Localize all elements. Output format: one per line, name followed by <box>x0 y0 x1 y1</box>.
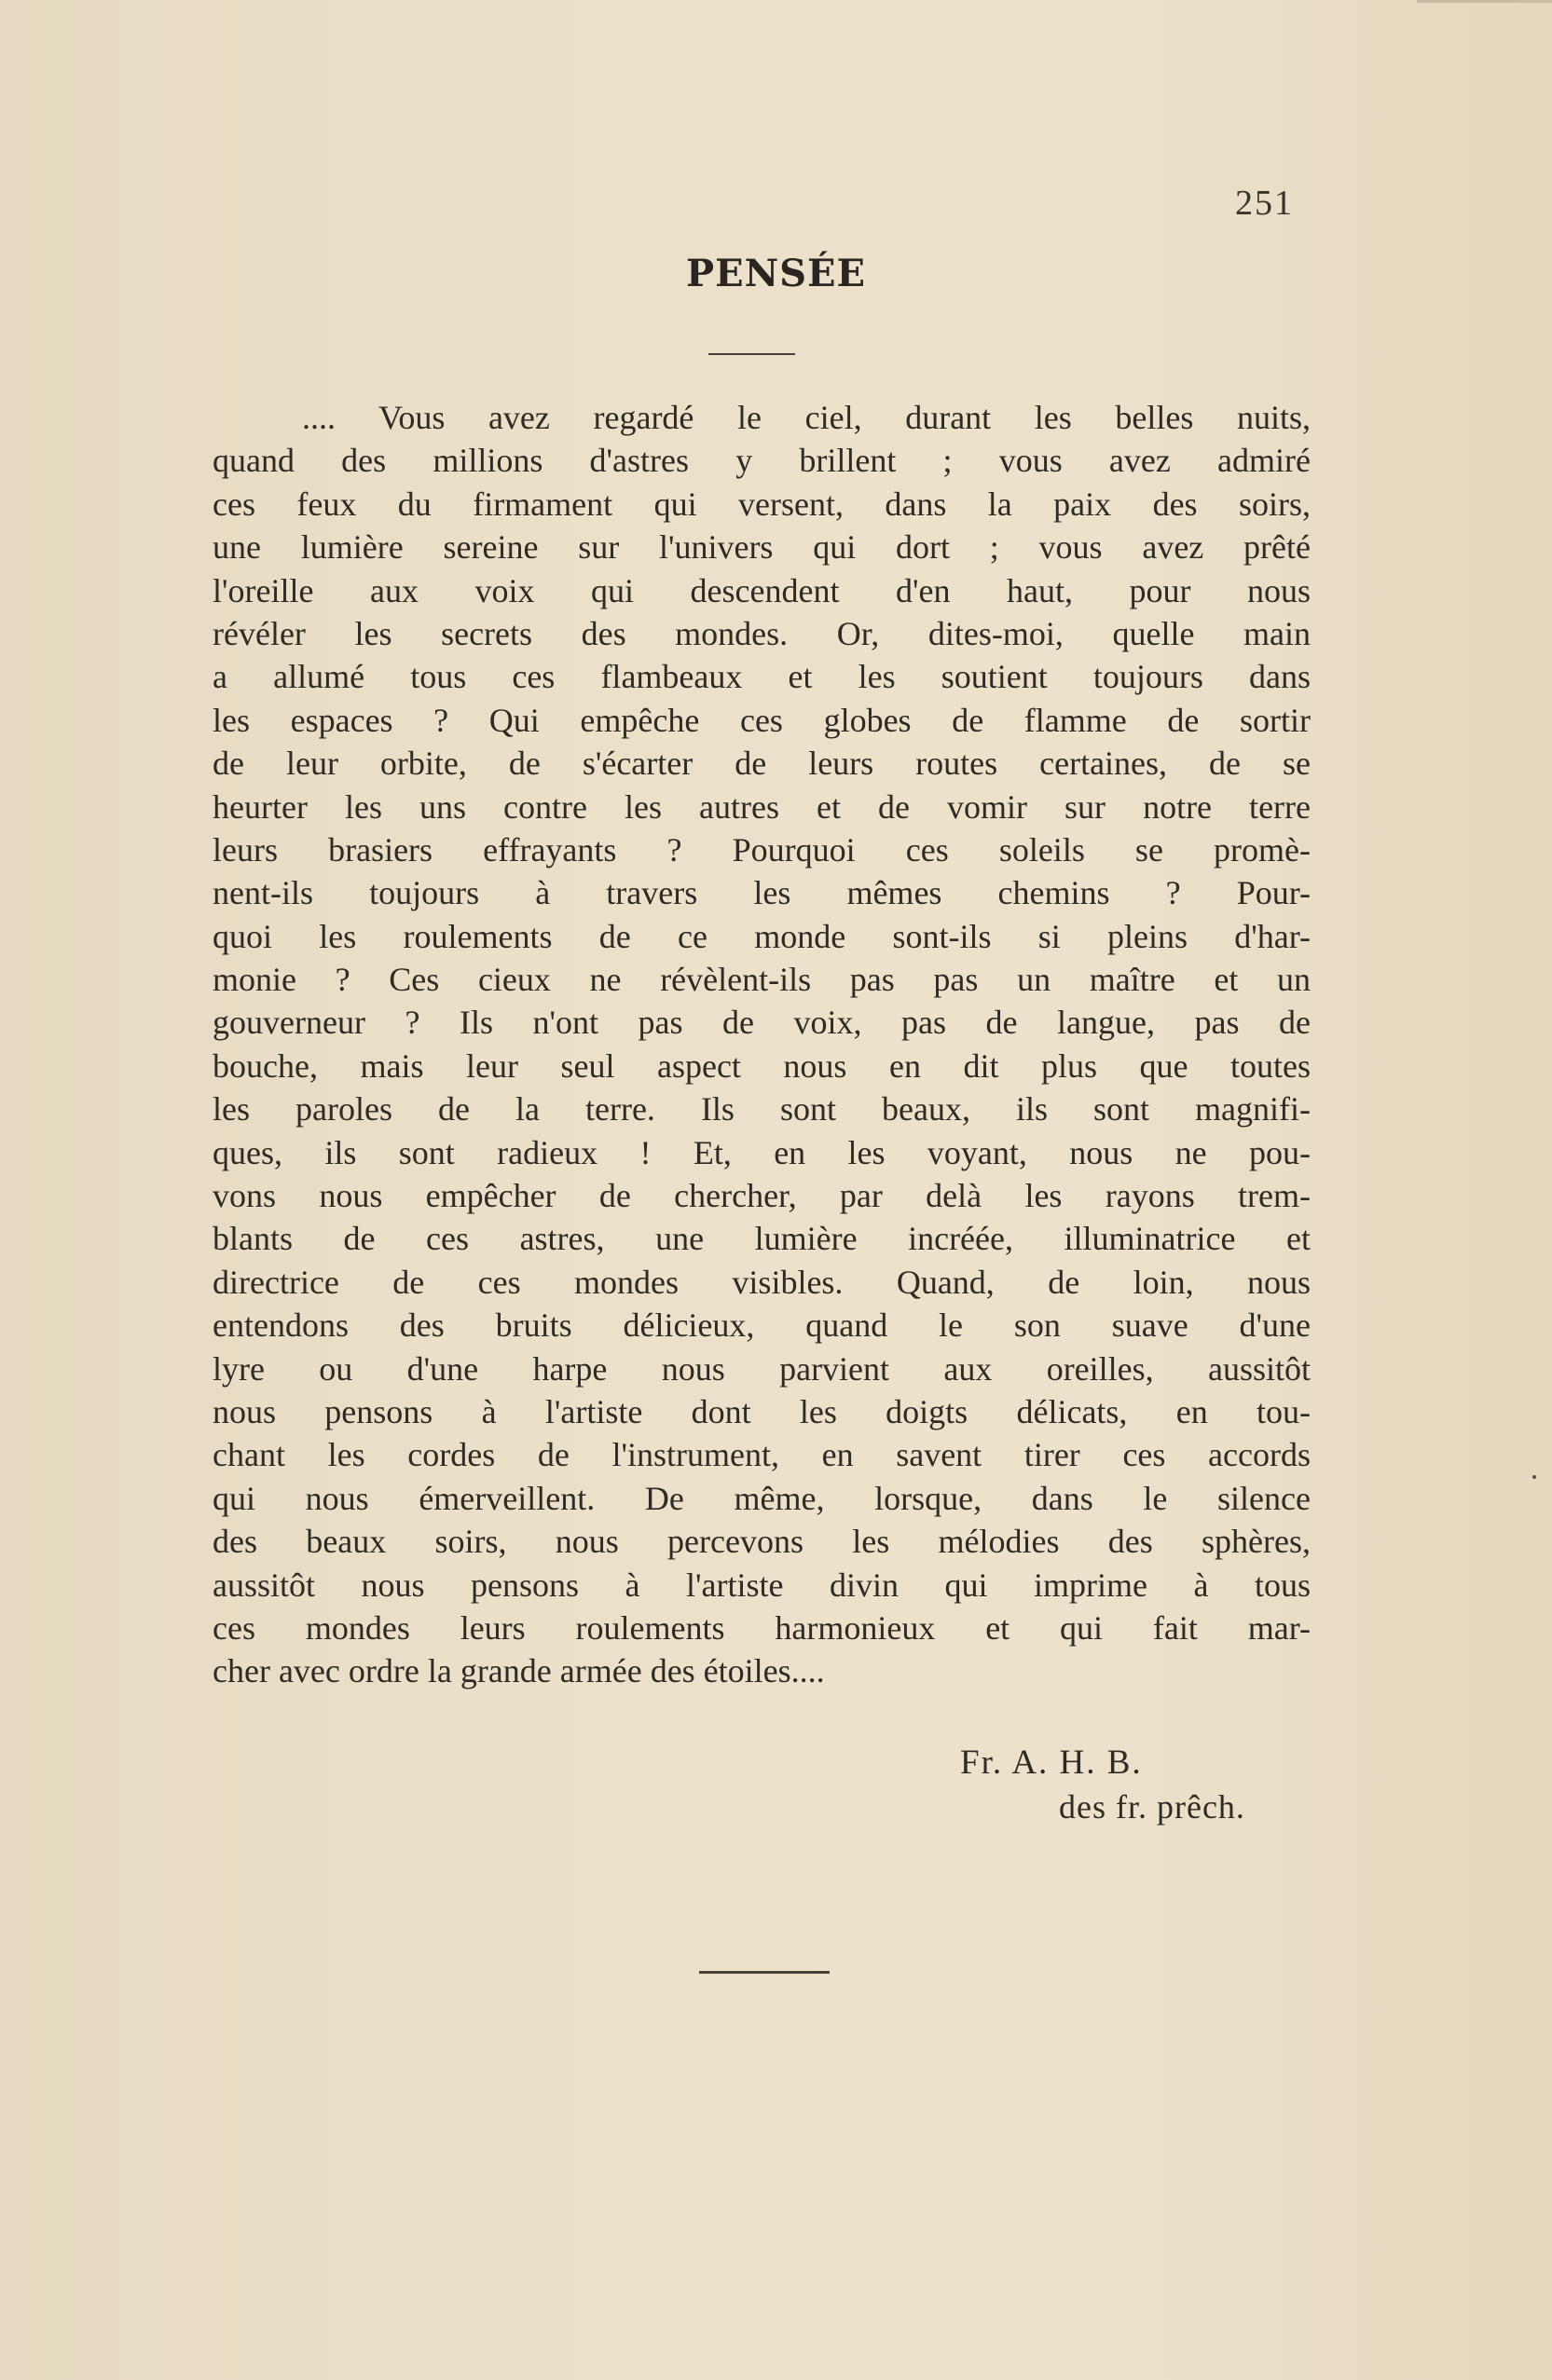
text-line: blants de ces astres, une lumière incréée, illuminatrice et <box>213 1220 1311 1258</box>
text-line: a allumé tous ces flambeaux et les soutient toujours dans <box>213 658 1311 696</box>
text-line: lyre ou d'une harpe nous parvient aux oreilles, aussitôt <box>213 1349 1311 1388</box>
text-line: les paroles de la terre. Ils sont beaux, ils sont magnifi- <box>213 1090 1311 1128</box>
closing-divider <box>699 1971 830 1974</box>
text-line: entendons des bruits délicieux, quand le son suave d'une <box>213 1306 1311 1345</box>
author-affiliation: des fr. prêch. <box>1059 1788 1245 1826</box>
text-line: vons nous empêcher de chercher, par delà les rayons trem- <box>213 1177 1311 1215</box>
text-line: aussitôt nous pensons à l'artiste divin qui imprime à tous <box>213 1566 1311 1604</box>
text-line: .... Vous avez regardé le ciel, durant les belles nuits, <box>302 399 1311 436</box>
text-line: heurter les uns contre les autres et de vomir sur notre terre <box>213 787 1311 826</box>
text-line: les espaces ? Qui empêche ces globes de flamme de sortir <box>213 701 1311 739</box>
page-number: 251 <box>1235 184 1294 223</box>
text-line: nous pensons à l'artiste dont les doigts délicats, en tou- <box>213 1392 1311 1430</box>
body-paragraph <box>213 396 1311 1693</box>
text-line: nent-ils toujours à travers les mêmes chemins ? Pour- <box>213 874 1311 912</box>
text-line: une lumière sereine sur l'univers qui dort ; vous avez prêté <box>213 528 1311 567</box>
page-title: PENSÉE <box>686 252 866 295</box>
text-line: monie ? Ces cieux ne révèlent-ils pas pas un maître et un <box>213 961 1311 999</box>
text-line: quoi les roulements de ce monde sont-ils si pleins d'har- <box>213 917 1311 955</box>
text-line: quand des millions d'astres y brillent ; vous avez admiré <box>213 442 1311 480</box>
title-divider <box>708 353 795 355</box>
text-line: des beaux soirs, nous percevons les mélodies des sphères, <box>213 1523 1311 1561</box>
text-line: ques, ils sont radieux ! Et, en les voyant, nous ne pou- <box>213 1133 1311 1171</box>
text-line: de leur orbite, de s'écarter de leurs routes certaines, de se <box>213 745 1311 783</box>
text-line: leurs brasiers effrayants ? Pourquoi ces soleils se promè- <box>213 830 1311 869</box>
page-edge-line <box>1417 0 1552 3</box>
text-line: ces mondes leurs roulements harmonieux et qui fait mar- <box>213 1608 1311 1647</box>
text-line: qui nous émerveillent. De même, lorsque, dans le silence <box>213 1479 1311 1517</box>
text-line: révéler les secrets des mondes. Or, dites-moi, quelle main <box>213 614 1311 652</box>
text-line: bouche, mais leur seul aspect nous en dit plus que toutes <box>213 1046 1311 1085</box>
author-signature: Fr. A. H. B. <box>960 1744 1143 1782</box>
text-line: directrice de ces mondes visibles. Quand, de loin, nous <box>213 1263 1311 1301</box>
text-line: cher avec ordre la grande armée des étoiles.... <box>213 1652 825 1690</box>
text-line: l'oreille aux voix qui descendent d'en haut, pour nous <box>213 571 1311 609</box>
text-line: gouverneur ? Ils n'ont pas de voix, pas de langue, pas de <box>213 1004 1311 1042</box>
text-line: ces feux du firmament qui versent, dans la paix des soirs, <box>213 485 1311 523</box>
text-line: chant les cordes de l'instrument, en savent tirer ces accords <box>213 1436 1311 1474</box>
paper-speck <box>1532 1475 1536 1479</box>
